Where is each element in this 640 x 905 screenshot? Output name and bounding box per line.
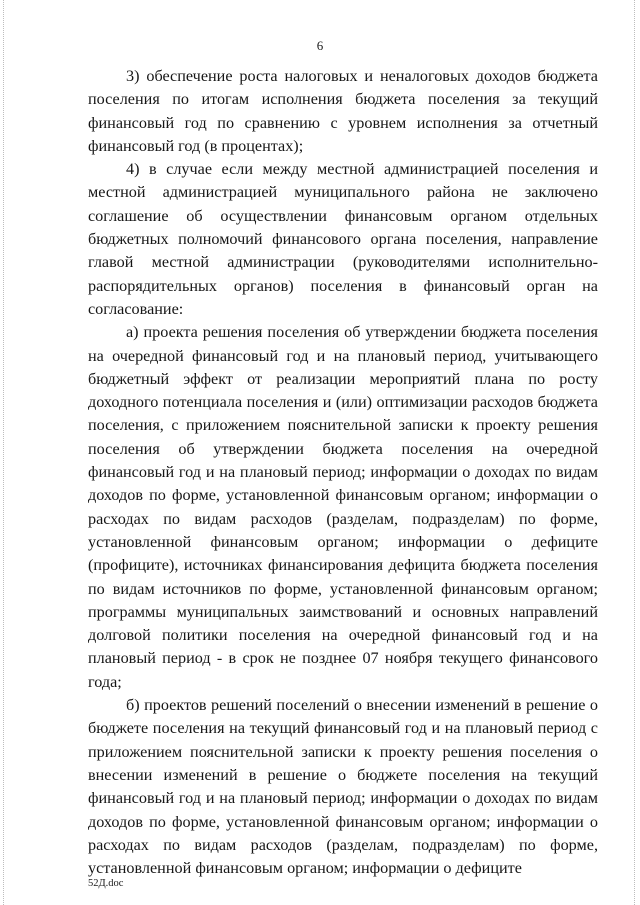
file-name-footer: 52Д.doc: [88, 878, 124, 889]
page-right-edge: [634, 0, 636, 905]
document-body: [88, 65, 598, 880]
paragraph-item-4: 4) в случае если между местной администрацией поселения и местной администрацией муниципального района не заключено соглашение об осуществлении финансовым органом отдельных бюджетных полномочий финансового органа поселения, направление главой местной администрации (руководителями исполнительно-распорядительных органов) поселения в финансовый орган на согласование:: [88, 160, 598, 318]
paragraph-item-3: 3) обеспечение роста налоговых и неналоговых доходов бюджета поселения по итогам исполнения бюджета поселения за текущий финансовый год по сравнению с уровнем исполнения за отчетный финансовый год (в процентах);: [88, 67, 598, 155]
paragraph-subitem-a: а) проекта решения поселения об утверждении бюджета поселения на очередной финансовый год и на плановый период, учитывающего бюджетный эффект от реализации мероприятий плана по росту доходного потенциала поселения и (или) оптимизации расходов бюджета поселения, с приложением пояснительной записки к проекту решения поселения об утверждении бюджета поселения на очередной финансовый год и на плановый период; информации о доходах по видам доходов по форме, установленной финансовым органом; информации о расходах по видам расходов (разделам, подразделам) по форме, установленной финансовым органом; информации о дефиците (профиците), источниках финансирования дефицита бюджета поселения по видам источников по форме, установленной финансовым органом; программы муниципальных заимствований и основных направлений долговой политики поселения на очередной финансовый год и на плановый период - в срок не позднее 07 ноября текущего финансового года;: [88, 323, 598, 691]
paragraph-subitem-b: б) проектов решений поселений о внесении изменений в решение о бюджете поселения на текущий финансовый год и на плановый период с приложением пояснительной записки к проекту решения поселения о внесении изменений в решение о бюджете поселения на текущий финансовый год и на плановый период; информации о доходах по видам доходов по форме, установленной финансовым органом; информации о расходах по видам расходов (разделам, подразделам) по форме, установленной финансовым органом; информации о дефиците: [88, 696, 598, 878]
page-number: 6: [316, 38, 324, 53]
page-left-edge: [3, 0, 5, 905]
